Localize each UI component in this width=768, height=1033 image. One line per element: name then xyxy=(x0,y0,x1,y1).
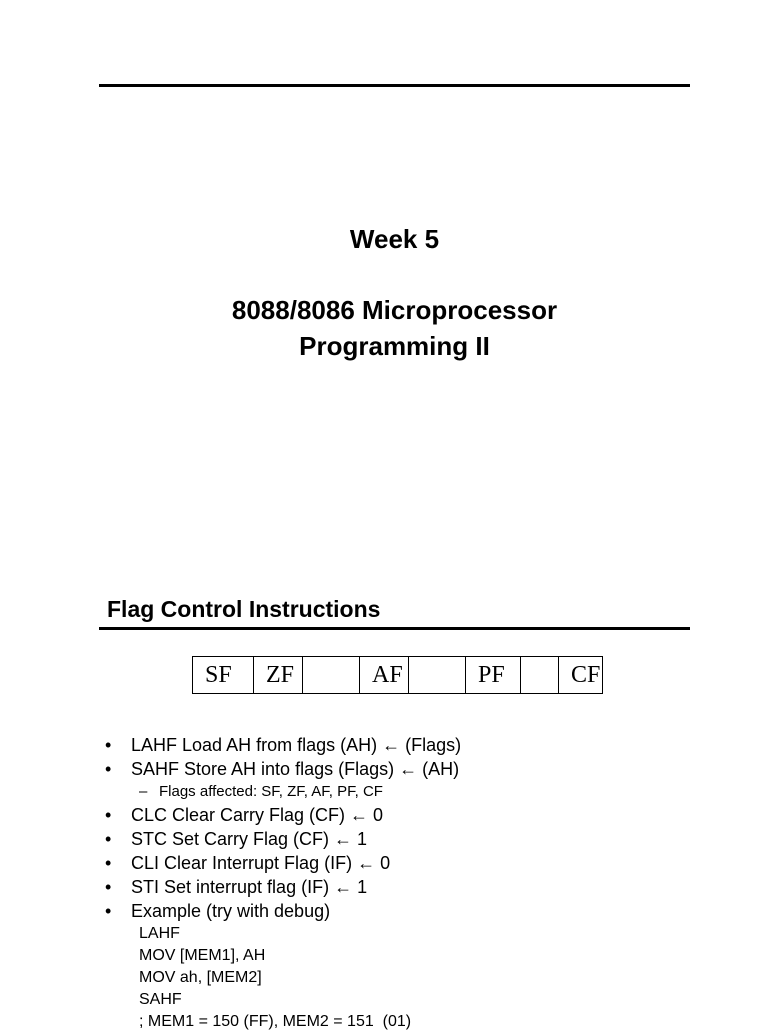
top-divider xyxy=(99,84,690,87)
flag-cell-cf: CF xyxy=(559,657,603,694)
list-item xyxy=(105,827,705,851)
flag-cell-blank-2 xyxy=(409,657,466,694)
flag-cell-af: AF xyxy=(360,657,409,694)
bullet-dot: • xyxy=(105,829,112,849)
list-item xyxy=(105,733,705,757)
flag-cell-pf: PF xyxy=(466,657,521,694)
week-title: Week 5 xyxy=(349,224,440,254)
title-block xyxy=(99,222,690,364)
flag-register-row xyxy=(193,657,603,694)
list-item xyxy=(105,875,705,899)
bullet-dot: • xyxy=(105,901,112,921)
bullet-dot: • xyxy=(105,805,112,825)
subtitle-line-2: Programming II xyxy=(299,331,490,361)
code-line: MOV [MEM1], AH xyxy=(139,947,266,964)
bullet-text: STC Set Carry Flag (CF) ← 1 xyxy=(131,829,368,849)
bullet-text: SAHF Store AH into flags (Flags) ← (AH) xyxy=(131,759,460,779)
bullet-text: LAHF Load AH from flags (AH) ← (Flags) xyxy=(131,735,462,755)
flag-register-table xyxy=(192,656,603,694)
code-line: SAHF xyxy=(139,991,182,1008)
code-line: MOV ah, [MEM2] xyxy=(139,969,262,986)
flag-cell-blank-1 xyxy=(303,657,360,694)
bullet-text: STI Set interrupt flag (IF) ← 1 xyxy=(131,877,368,897)
instruction-list xyxy=(105,733,705,1033)
flag-cell-sf: SF xyxy=(193,657,254,694)
code-line: LAHF xyxy=(139,925,180,942)
bullet-text: CLI Clear Interrupt Flag (IF) ← 0 xyxy=(131,853,391,873)
bullet-text: CLC Clear Carry Flag (CF) ← 0 xyxy=(131,805,384,825)
subtitle-line-1: 8088/8086 Microprocessor xyxy=(231,295,558,325)
list-item xyxy=(105,757,705,781)
flag-cell-blank-3 xyxy=(521,657,559,694)
flag-cell-zf: ZF xyxy=(254,657,303,694)
bullet-dot: • xyxy=(105,759,112,779)
sub-bullet-dash: – xyxy=(139,783,148,800)
sub-bullet-text: Flags affected: SF, ZF, AF, PF, CF xyxy=(159,783,383,800)
bullet-dot: • xyxy=(105,877,112,897)
code-line: ; MEM1 = 150 (FF), MEM2 = 151 (01) xyxy=(139,1013,412,1030)
bullet-dot: • xyxy=(105,853,112,873)
bullet-dot: • xyxy=(105,735,112,755)
section-divider xyxy=(99,627,690,630)
list-item xyxy=(105,851,705,875)
list-item xyxy=(105,803,705,827)
section-heading: Flag Control Instructions xyxy=(107,596,381,622)
sub-list-item xyxy=(105,781,705,803)
list-item xyxy=(105,899,705,923)
bullet-text: Example (try with debug) xyxy=(131,901,331,921)
